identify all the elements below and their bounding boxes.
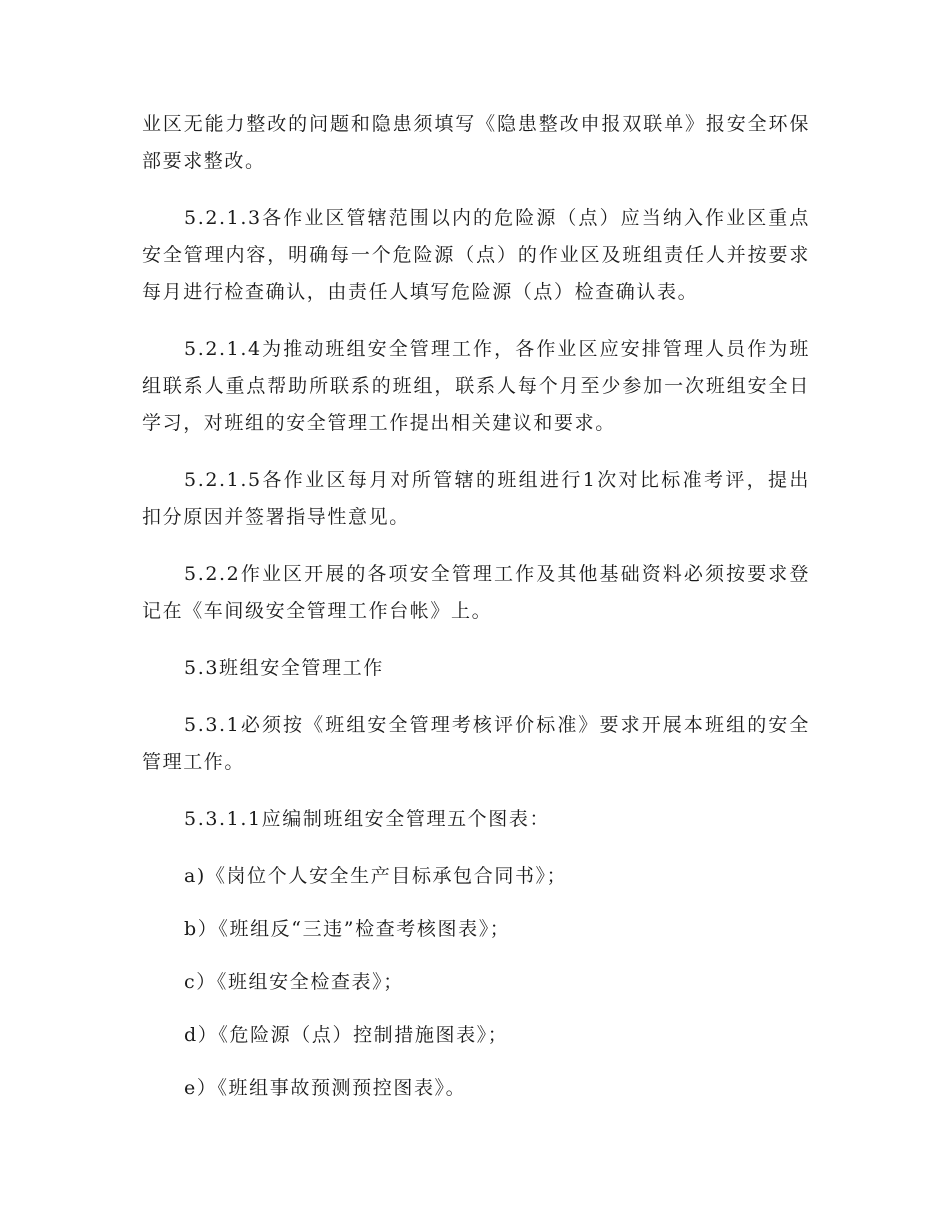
chart-list (142, 858, 810, 1107)
paragraph-continuation: 业区无能力整改的问题和隐患须填写《隐患整改申报双联单》报安全环保部要求整改。 (142, 113, 810, 172)
list-item-d: d）《危险源（点）控制措施图表》； (184, 1024, 509, 1046)
paragraph-5-2-1-5: 5.2.1.5各作业区每月对所管辖的班组进行1次对比标准考评，提出扣分原因并签署指导性意见。 (142, 469, 810, 528)
paragraph-5-2-1-4: 5.2.1.4为推动班组安全管理工作，各作业区应安排管理人员作为班组联系人重点帮助所联系的班组，联系人每个月至少参加一次班组安全日学习，对班组的安全管理工作提出相关建议和要求。 (142, 338, 810, 434)
list-item-b: b）《班组反“三违”检查考核图表》； (184, 918, 511, 940)
section-heading-5-3: 5.3班组安全管理工作 (184, 657, 384, 679)
paragraph-5-2-1-3: 5.2.1.3各作业区管辖范围以内的危险源（点）应当纳入作业区重点安全管理内容，明确每一个危险源（点）的作业区及班组责任人并按要求每月进行检查确认，由责任人填写危险源（点）检查确认表。 (142, 207, 810, 303)
list-item-e: e）《班组事故预测预控图表》。 (184, 1077, 467, 1099)
paragraph-5-3-1: 5.3.1必须按《班组安全管理考核评价标准》要求开展本班组的安全管理工作。 (142, 714, 810, 773)
list-item-a: a)《岗位个人安全生产目标承包合同书》； (184, 865, 568, 887)
paragraph-5-2-2: 5.2.2作业区开展的各项安全管理工作及其他基础资料必须按要求登记在《车间级安全管理工作台帐》上。 (142, 563, 810, 622)
list-item-c: c）《班组安全检查表》； (184, 971, 404, 993)
paragraph-5-3-1-1: 5.3.1.1应编制班组安全管理五个图表： (184, 808, 551, 830)
